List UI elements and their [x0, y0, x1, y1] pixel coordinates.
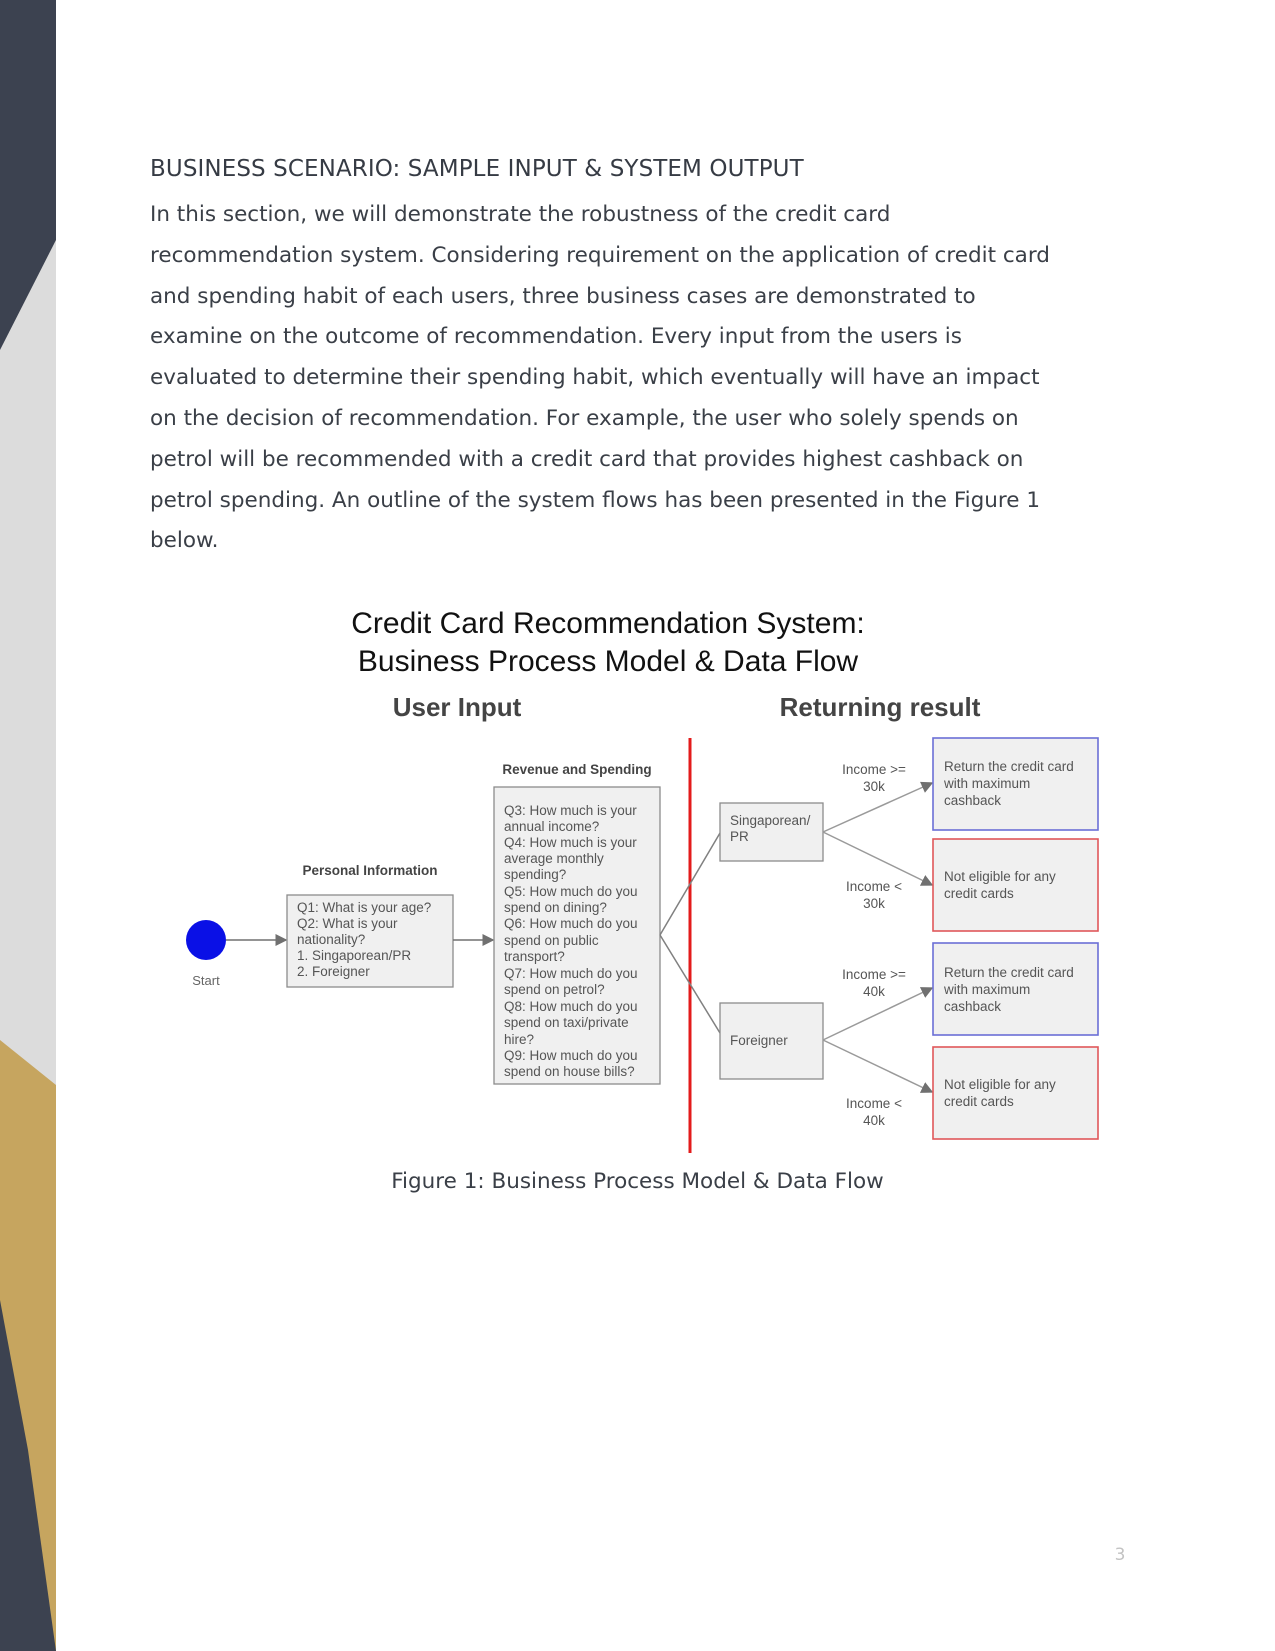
revenue-spending-line: annual income? — [504, 819, 600, 834]
revenue-spending-line: hire? — [504, 1032, 535, 1047]
body-line: In this section, we will demonstrate the robustness of the credit card — [150, 202, 891, 227]
result-box-not-eligible — [933, 1047, 1098, 1139]
body-line: recommendation system. Considering requirement on the application of credit card — [150, 242, 1050, 268]
result-line: credit cards — [944, 1094, 1014, 1109]
revenue-spending-line: Q7: How much do you — [504, 966, 638, 981]
singaporean-label-line: PR — [730, 829, 749, 844]
user-input-heading: User Input — [392, 692, 522, 722]
body-line: on the decision of recommendation. For example, the user who solely spends on — [150, 405, 1019, 431]
result-line: credit cards — [944, 886, 1014, 901]
condition-label: 30k — [863, 779, 885, 794]
singaporean-label-line: Singaporean/ — [730, 813, 811, 828]
section-heading: BUSINESS SCENARIO: SAMPLE INPUT & SYSTEM OUTPUT — [150, 156, 804, 182]
revenue-spending-line: spend on house bills? — [504, 1064, 635, 1079]
result-line: Return the credit card — [944, 759, 1074, 774]
diagram-title-line1: Credit Card Recommendation System: — [351, 607, 865, 640]
personal-info-line: Q1: What is your age? — [297, 900, 432, 915]
revenue-spending-line: spend on taxi/private — [504, 1015, 629, 1030]
body-line: and spending habit of each users, three business cases are demonstrated to — [150, 283, 976, 309]
result-line: cashback — [944, 999, 1002, 1014]
result-line: cashback — [944, 793, 1002, 808]
revenue-spending-line: transport? — [504, 949, 565, 964]
sg-low-income-arrow — [823, 832, 932, 885]
personal-info-line: 2. Foreigner — [297, 964, 370, 979]
personal-info-title: Personal Information — [302, 863, 438, 878]
figure-caption: Figure 1: Business Process Model & Data Flow — [391, 1169, 884, 1194]
revenue-spending-line: average monthly — [504, 851, 604, 866]
revenue-spending-line: spend on petrol? — [504, 982, 605, 997]
result-line: with maximum — [944, 776, 1031, 791]
process-diagram — [150, 605, 1150, 1165]
foreign-low-income-arrow — [823, 1040, 932, 1092]
start-label: Start — [192, 973, 220, 988]
body-line: evaluated to determine their spending habit, which eventually will have an impact — [150, 365, 1040, 391]
personal-info-line: nationality? — [297, 932, 366, 947]
result-box-not-eligible — [933, 839, 1098, 931]
decorative-side-strip — [0, 0, 56, 1651]
revenue-spending-line: Q9: How much do you — [504, 1048, 638, 1063]
condition-label: 40k — [863, 984, 885, 999]
revenue-spending-line: spend on dining? — [504, 900, 607, 915]
revenue-spending-line: Q4: How much is your — [504, 835, 637, 850]
body-line: examine on the outcome of recommendation. Every input from the users is — [150, 324, 962, 350]
revenue-spending-line: Q3: How much is your — [504, 803, 637, 818]
condition-label: Income >= — [842, 967, 906, 982]
body-line: petrol will be recommended with a credit card that provides highest cashback on — [150, 446, 1024, 472]
body-line: below. — [150, 528, 219, 554]
revenue-spending-line: Q8: How much do you — [504, 999, 638, 1014]
revenue-spending-title: Revenue and Spending — [502, 762, 652, 777]
returning-result-heading: Returning result — [779, 692, 981, 722]
condition-label: 30k — [863, 896, 885, 911]
result-line: with maximum — [944, 982, 1031, 997]
body-line: petrol spending. An outline of the system flows has been presented in the Figure 1 — [150, 487, 1041, 513]
revenue-spending-line: spending? — [504, 867, 567, 882]
result-line: Not eligible for any — [944, 869, 1056, 884]
condition-label: Income < — [846, 879, 902, 894]
condition-label: Income < — [846, 1096, 902, 1111]
result-line: Return the credit card — [944, 965, 1074, 980]
page-number: 3 — [1114, 1545, 1126, 1565]
start-node — [186, 920, 226, 960]
revenue-spending-line: Q6: How much do you — [504, 916, 638, 931]
revenue-spending-line: Q5: How much do you — [504, 884, 638, 899]
personal-info-line: Q2: What is your — [297, 916, 398, 931]
foreigner-label: Foreigner — [730, 1033, 788, 1048]
personal-info-line: 1. Singaporean/PR — [297, 948, 412, 963]
revenue-spending-line: spend on public — [504, 933, 599, 948]
diagram-title-line2: Business Process Model & Data Flow — [357, 645, 859, 678]
condition-label: 40k — [863, 1113, 885, 1128]
condition-label: Income >= — [842, 762, 906, 777]
result-line: Not eligible for any — [944, 1077, 1056, 1092]
body-text — [150, 195, 1150, 562]
